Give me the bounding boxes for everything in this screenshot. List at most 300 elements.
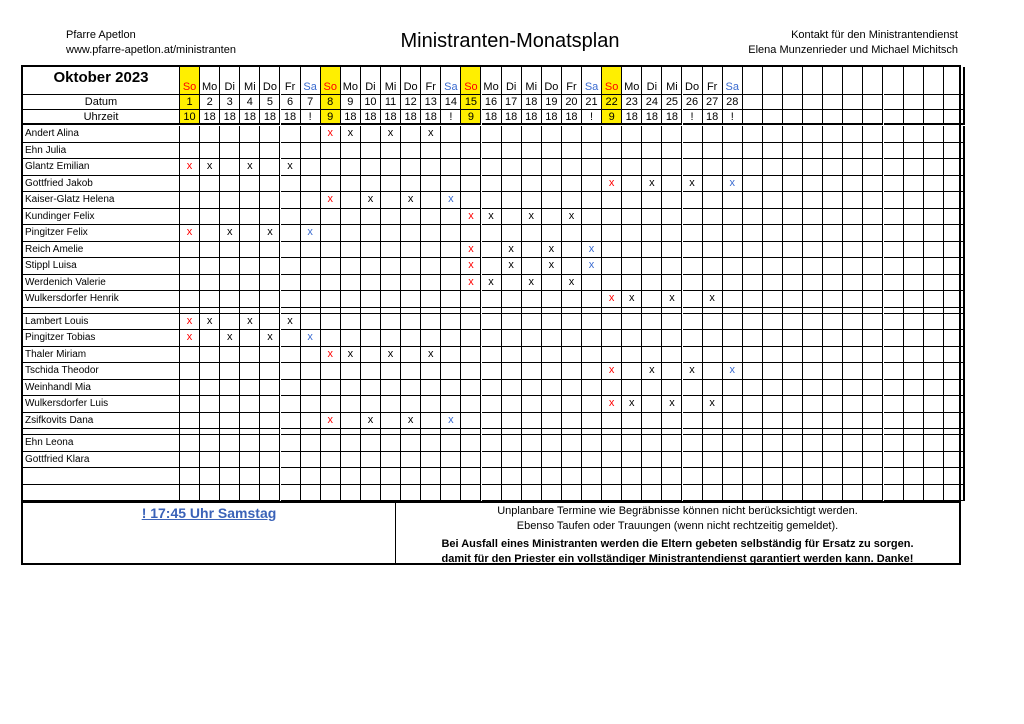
schedule-cell <box>602 258 622 275</box>
schedule-cell <box>944 225 964 242</box>
weekday-header: Do <box>260 67 280 95</box>
schedule-cell <box>582 209 602 226</box>
schedule-cell <box>381 435 401 452</box>
schedule-cell <box>703 485 723 502</box>
schedule-cell <box>341 314 361 331</box>
schedule-cell <box>602 143 622 160</box>
schedule-cell <box>180 452 200 469</box>
date-cell: 28 <box>723 95 743 110</box>
schedule-cell <box>843 485 863 502</box>
schedule-cell <box>642 380 662 397</box>
schedule-cell <box>441 176 461 193</box>
schedule-cell <box>884 192 904 209</box>
schedule-cell <box>863 435 883 452</box>
schedule-cell <box>200 347 220 364</box>
schedule-cell <box>421 452 441 469</box>
schedule-cell <box>703 258 723 275</box>
schedule-cell <box>321 209 341 226</box>
schedule-cell <box>642 485 662 502</box>
schedule-cell <box>964 347 965 364</box>
schedule-cell <box>220 192 240 209</box>
schedule-cell <box>843 275 863 292</box>
schedule-cell <box>863 143 883 160</box>
person-name <box>23 485 180 502</box>
schedule-cell <box>441 452 461 469</box>
schedule-cell <box>401 363 421 380</box>
schedule-cell <box>522 225 542 242</box>
schedule-cell <box>260 347 280 364</box>
date-cell: 11 <box>381 95 401 110</box>
schedule-cell <box>542 209 562 226</box>
schedule-cell <box>924 413 944 430</box>
schedule-cell <box>562 242 582 259</box>
schedule-cell <box>180 435 200 452</box>
schedule-cell <box>582 396 602 413</box>
schedule-cell <box>381 380 401 397</box>
schedule-cell <box>180 347 200 364</box>
schedule-cell <box>783 159 803 176</box>
assignment-mark: x <box>361 413 381 430</box>
schedule-cell <box>743 126 763 143</box>
schedule-cell <box>863 291 883 308</box>
schedule-cell <box>884 242 904 259</box>
schedule-cell <box>562 485 582 502</box>
weekday-header: Mo <box>200 67 220 95</box>
schedule-cell <box>582 452 602 469</box>
weekday-header <box>884 67 904 95</box>
schedule-cell <box>562 347 582 364</box>
schedule-cell <box>642 159 662 176</box>
schedule-cell <box>281 468 301 485</box>
schedule-cell <box>803 396 823 413</box>
schedule-cell <box>562 126 582 143</box>
assignment-mark: x <box>602 396 622 413</box>
schedule-cell <box>260 209 280 226</box>
date-cell: 12 <box>401 95 421 110</box>
assignment-mark: x <box>321 126 341 143</box>
schedule-cell <box>884 126 904 143</box>
time-cell: 9 <box>602 110 622 125</box>
schedule-cell <box>763 209 783 226</box>
schedule-cell <box>904 159 924 176</box>
schedule-cell <box>381 159 401 176</box>
schedule-cell <box>502 347 522 364</box>
schedule-cell <box>482 258 502 275</box>
schedule-cell <box>683 209 703 226</box>
schedule-cell <box>823 435 843 452</box>
schedule-cell <box>220 380 240 397</box>
schedule-cell <box>341 452 361 469</box>
schedule-cell <box>522 330 542 347</box>
schedule-cell <box>783 363 803 380</box>
person-name: Thaler Miriam <box>23 347 180 364</box>
schedule-cell <box>743 209 763 226</box>
schedule-cell <box>683 192 703 209</box>
schedule-cell <box>281 380 301 397</box>
schedule-cell <box>964 330 965 347</box>
schedule-cell <box>924 291 944 308</box>
schedule-cell <box>803 192 823 209</box>
schedule-cell <box>441 435 461 452</box>
schedule-cell <box>220 209 240 226</box>
schedule-cell <box>803 347 823 364</box>
schedule-cell <box>321 380 341 397</box>
schedule-cell <box>863 380 883 397</box>
schedule-cell <box>863 242 883 259</box>
time-cell: 9 <box>461 110 481 125</box>
schedule-cell <box>622 192 642 209</box>
schedule-cell <box>321 176 341 193</box>
schedule-cell <box>461 159 481 176</box>
schedule-cell <box>260 314 280 331</box>
schedule-cell <box>180 413 200 430</box>
assignment-mark: x <box>461 209 481 226</box>
schedule-cell <box>562 330 582 347</box>
schedule-cell <box>502 126 522 143</box>
schedule-cell <box>823 413 843 430</box>
schedule-cell <box>743 452 763 469</box>
schedule-cell <box>783 258 803 275</box>
assignment-mark: x <box>441 413 461 430</box>
assignment-mark: x <box>200 159 220 176</box>
schedule-cell <box>803 314 823 331</box>
time-cell: 18 <box>642 110 662 125</box>
schedule-cell <box>662 314 682 331</box>
schedule-cell <box>301 143 321 160</box>
contact-title: Kontakt für den Ministrantendienst <box>791 29 958 41</box>
schedule-cell <box>240 396 260 413</box>
time-cell <box>924 110 944 125</box>
schedule-cell <box>522 380 542 397</box>
footer-line2: Ebenso Taufen oder Trauungen (wenn nicht rechtzeitig gemeldet). <box>516 520 839 532</box>
schedule-cell <box>642 275 662 292</box>
schedule-cell <box>582 225 602 242</box>
schedule-cell <box>863 468 883 485</box>
schedule-cell <box>924 347 944 364</box>
time-cell <box>944 110 964 125</box>
schedule-cell <box>642 126 662 143</box>
person-name: Pingitzer Felix <box>23 225 180 242</box>
weekday-header: So <box>180 67 200 95</box>
schedule-cell <box>562 380 582 397</box>
schedule-cell <box>200 330 220 347</box>
schedule-cell <box>602 225 622 242</box>
date-cell: 3 <box>220 95 240 110</box>
schedule-cell <box>783 192 803 209</box>
schedule-cell <box>200 176 220 193</box>
schedule-cell <box>461 314 481 331</box>
schedule-cell <box>843 159 863 176</box>
schedule-cell <box>502 330 522 347</box>
time-cell: 18 <box>260 110 280 125</box>
schedule-cell <box>321 314 341 331</box>
schedule-cell <box>301 126 321 143</box>
schedule-cell <box>683 314 703 331</box>
schedule-cell <box>964 242 965 259</box>
schedule-cell <box>341 485 361 502</box>
saturday-time-note-link[interactable]: ! 17:45 Uhr Samstag <box>141 505 277 521</box>
schedule-cell <box>381 275 401 292</box>
assignment-mark: x <box>180 314 200 331</box>
schedule-cell <box>884 291 904 308</box>
assignment-mark: x <box>703 396 723 413</box>
schedule-cell <box>381 225 401 242</box>
schedule-cell <box>823 396 843 413</box>
schedule-cell <box>522 413 542 430</box>
schedule-cell <box>240 435 260 452</box>
schedule-cell <box>502 396 522 413</box>
schedule-cell <box>421 176 441 193</box>
schedule-cell <box>863 275 883 292</box>
schedule-cell <box>441 258 461 275</box>
time-cell <box>904 110 924 125</box>
schedule-cell <box>783 126 803 143</box>
schedule-cell <box>260 258 280 275</box>
schedule-cell <box>361 452 381 469</box>
schedule-cell <box>542 468 562 485</box>
time-cell <box>964 110 965 125</box>
schedule-cell <box>683 143 703 160</box>
schedule-cell <box>723 258 743 275</box>
time-cell: ! <box>723 110 743 125</box>
assignment-mark: x <box>260 330 280 347</box>
schedule-cell <box>542 363 562 380</box>
time-cell: 18 <box>662 110 682 125</box>
schedule-cell <box>843 258 863 275</box>
schedule-cell <box>200 452 220 469</box>
schedule-cell <box>763 258 783 275</box>
schedule-cell <box>924 468 944 485</box>
schedule-cell <box>662 176 682 193</box>
schedule-cell <box>260 435 280 452</box>
schedule-cell <box>421 275 441 292</box>
schedule-cell <box>783 209 803 226</box>
date-cell: 23 <box>622 95 642 110</box>
schedule-cell <box>301 363 321 380</box>
schedule-cell <box>924 258 944 275</box>
schedule-cell <box>461 347 481 364</box>
schedule-cell <box>200 275 220 292</box>
weekday-header <box>843 67 863 95</box>
date-cell: 14 <box>441 95 461 110</box>
schedule-cell <box>562 413 582 430</box>
schedule-cell <box>200 413 220 430</box>
schedule-cell <box>602 413 622 430</box>
schedule-cell <box>301 468 321 485</box>
time-cell: 18 <box>401 110 421 125</box>
time-cell <box>863 110 883 125</box>
schedule-cell <box>240 363 260 380</box>
schedule-cell <box>924 192 944 209</box>
weekday-header: Di <box>502 67 522 95</box>
schedule-cell <box>341 209 361 226</box>
date-cell: 1 <box>180 95 200 110</box>
schedule-cell <box>301 435 321 452</box>
schedule-cell <box>783 314 803 331</box>
time-cell <box>843 110 863 125</box>
contact-names: Elena Munzenrieder und Michael Michitsch <box>748 44 958 56</box>
schedule-cell <box>602 314 622 331</box>
schedule-cell <box>743 330 763 347</box>
date-cell: 10 <box>361 95 381 110</box>
assignment-mark: x <box>562 275 582 292</box>
person-name <box>23 468 180 485</box>
schedule-cell <box>361 159 381 176</box>
schedule-cell <box>642 468 662 485</box>
schedule-cell <box>823 468 843 485</box>
schedule-cell <box>622 435 642 452</box>
schedule-cell <box>401 176 421 193</box>
time-cell <box>763 110 783 125</box>
assignment-mark: x <box>321 192 341 209</box>
schedule-cell <box>381 330 401 347</box>
schedule-cell <box>461 192 481 209</box>
schedule-cell <box>361 242 381 259</box>
schedule-cell <box>622 275 642 292</box>
schedule-cell <box>662 258 682 275</box>
schedule-cell <box>180 143 200 160</box>
schedule-cell <box>260 363 280 380</box>
schedule-cell <box>281 242 301 259</box>
schedule-cell <box>723 380 743 397</box>
schedule-cell <box>522 143 542 160</box>
schedule-cell <box>683 291 703 308</box>
schedule-cell <box>401 159 421 176</box>
schedule-cell <box>321 452 341 469</box>
schedule-cell <box>863 396 883 413</box>
schedule-cell <box>803 225 823 242</box>
schedule-cell <box>924 396 944 413</box>
schedule-cell <box>180 192 200 209</box>
schedule-cell <box>341 258 361 275</box>
schedule-cell <box>542 159 562 176</box>
schedule-cell <box>381 314 401 331</box>
schedule-cell <box>964 435 965 452</box>
schedule-cell <box>200 126 220 143</box>
schedule-cell <box>924 330 944 347</box>
schedule-cell <box>743 258 763 275</box>
schedule-cell <box>482 314 502 331</box>
schedule-cell <box>783 225 803 242</box>
schedule-cell <box>461 176 481 193</box>
schedule-cell <box>381 468 401 485</box>
schedule-cell <box>763 452 783 469</box>
schedule-cell <box>803 363 823 380</box>
schedule-cell <box>381 192 401 209</box>
schedule-cell <box>421 225 441 242</box>
time-cell: 18 <box>542 110 562 125</box>
assignment-mark: x <box>723 176 743 193</box>
person-name: Kundinger Felix <box>23 209 180 226</box>
person-name: Glantz Emilian <box>23 159 180 176</box>
schedule-cell <box>884 159 904 176</box>
schedule-cell <box>542 452 562 469</box>
schedule-cell <box>482 468 502 485</box>
schedule-cell <box>723 126 743 143</box>
schedule-cell <box>502 159 522 176</box>
schedule-cell <box>723 192 743 209</box>
schedule-cell <box>441 126 461 143</box>
schedule-cell <box>683 396 703 413</box>
schedule-cell <box>260 485 280 502</box>
parish-name: Pfarre Apetlon <box>66 29 136 41</box>
schedule-cell <box>381 291 401 308</box>
schedule-cell <box>502 225 522 242</box>
schedule-cell <box>441 143 461 160</box>
schedule-cell <box>180 380 200 397</box>
schedule-cell <box>944 209 964 226</box>
schedule-cell <box>884 258 904 275</box>
time-cell: 9 <box>321 110 341 125</box>
date-cell <box>783 95 803 110</box>
schedule-cell <box>683 330 703 347</box>
schedule-cell <box>482 291 502 308</box>
schedule-cell <box>542 380 562 397</box>
schedule-cell <box>964 468 965 485</box>
schedule-cell <box>904 485 924 502</box>
schedule-cell <box>421 468 441 485</box>
schedule-cell <box>863 225 883 242</box>
schedule-cell <box>843 126 863 143</box>
schedule-cell <box>461 330 481 347</box>
weekday-header: So <box>461 67 481 95</box>
time-cell: ! <box>683 110 703 125</box>
schedule-cell <box>622 126 642 143</box>
date-cell: 9 <box>341 95 361 110</box>
schedule-cell <box>441 314 461 331</box>
schedule-cell <box>703 225 723 242</box>
schedule-cell <box>924 275 944 292</box>
schedule-cell <box>723 209 743 226</box>
schedule-cell <box>260 413 280 430</box>
time-row-label: Uhrzeit <box>23 110 180 125</box>
schedule-cell <box>301 314 321 331</box>
schedule-cell <box>542 143 562 160</box>
schedule-cell <box>240 291 260 308</box>
schedule-cell <box>743 275 763 292</box>
schedule-cell <box>944 143 964 160</box>
schedule-cell <box>964 485 965 502</box>
schedule-cell <box>562 176 582 193</box>
weekday-header: Sa <box>582 67 602 95</box>
schedule-cell <box>180 363 200 380</box>
schedule-cell <box>260 275 280 292</box>
person-name: Zsifkovits Dana <box>23 413 180 430</box>
weekday-header: Mi <box>522 67 542 95</box>
schedule-cell <box>683 258 703 275</box>
schedule-cell <box>803 143 823 160</box>
schedule-cell <box>622 159 642 176</box>
schedule-cell <box>884 396 904 413</box>
weekday-header: Mo <box>622 67 642 95</box>
schedule-cell <box>964 363 965 380</box>
schedule-cell <box>803 380 823 397</box>
schedule-cell <box>743 314 763 331</box>
weekday-header: Mi <box>662 67 682 95</box>
schedule-cell <box>582 330 602 347</box>
time-cell: 18 <box>220 110 240 125</box>
schedule-cell <box>843 143 863 160</box>
schedule-cell <box>220 347 240 364</box>
schedule-cell <box>703 347 723 364</box>
schedule-cell <box>783 330 803 347</box>
schedule-cell <box>461 363 481 380</box>
schedule-cell <box>642 192 662 209</box>
assignment-mark: x <box>602 291 622 308</box>
weekday-header <box>964 67 965 95</box>
schedule-cell <box>743 485 763 502</box>
schedule-cell <box>522 159 542 176</box>
